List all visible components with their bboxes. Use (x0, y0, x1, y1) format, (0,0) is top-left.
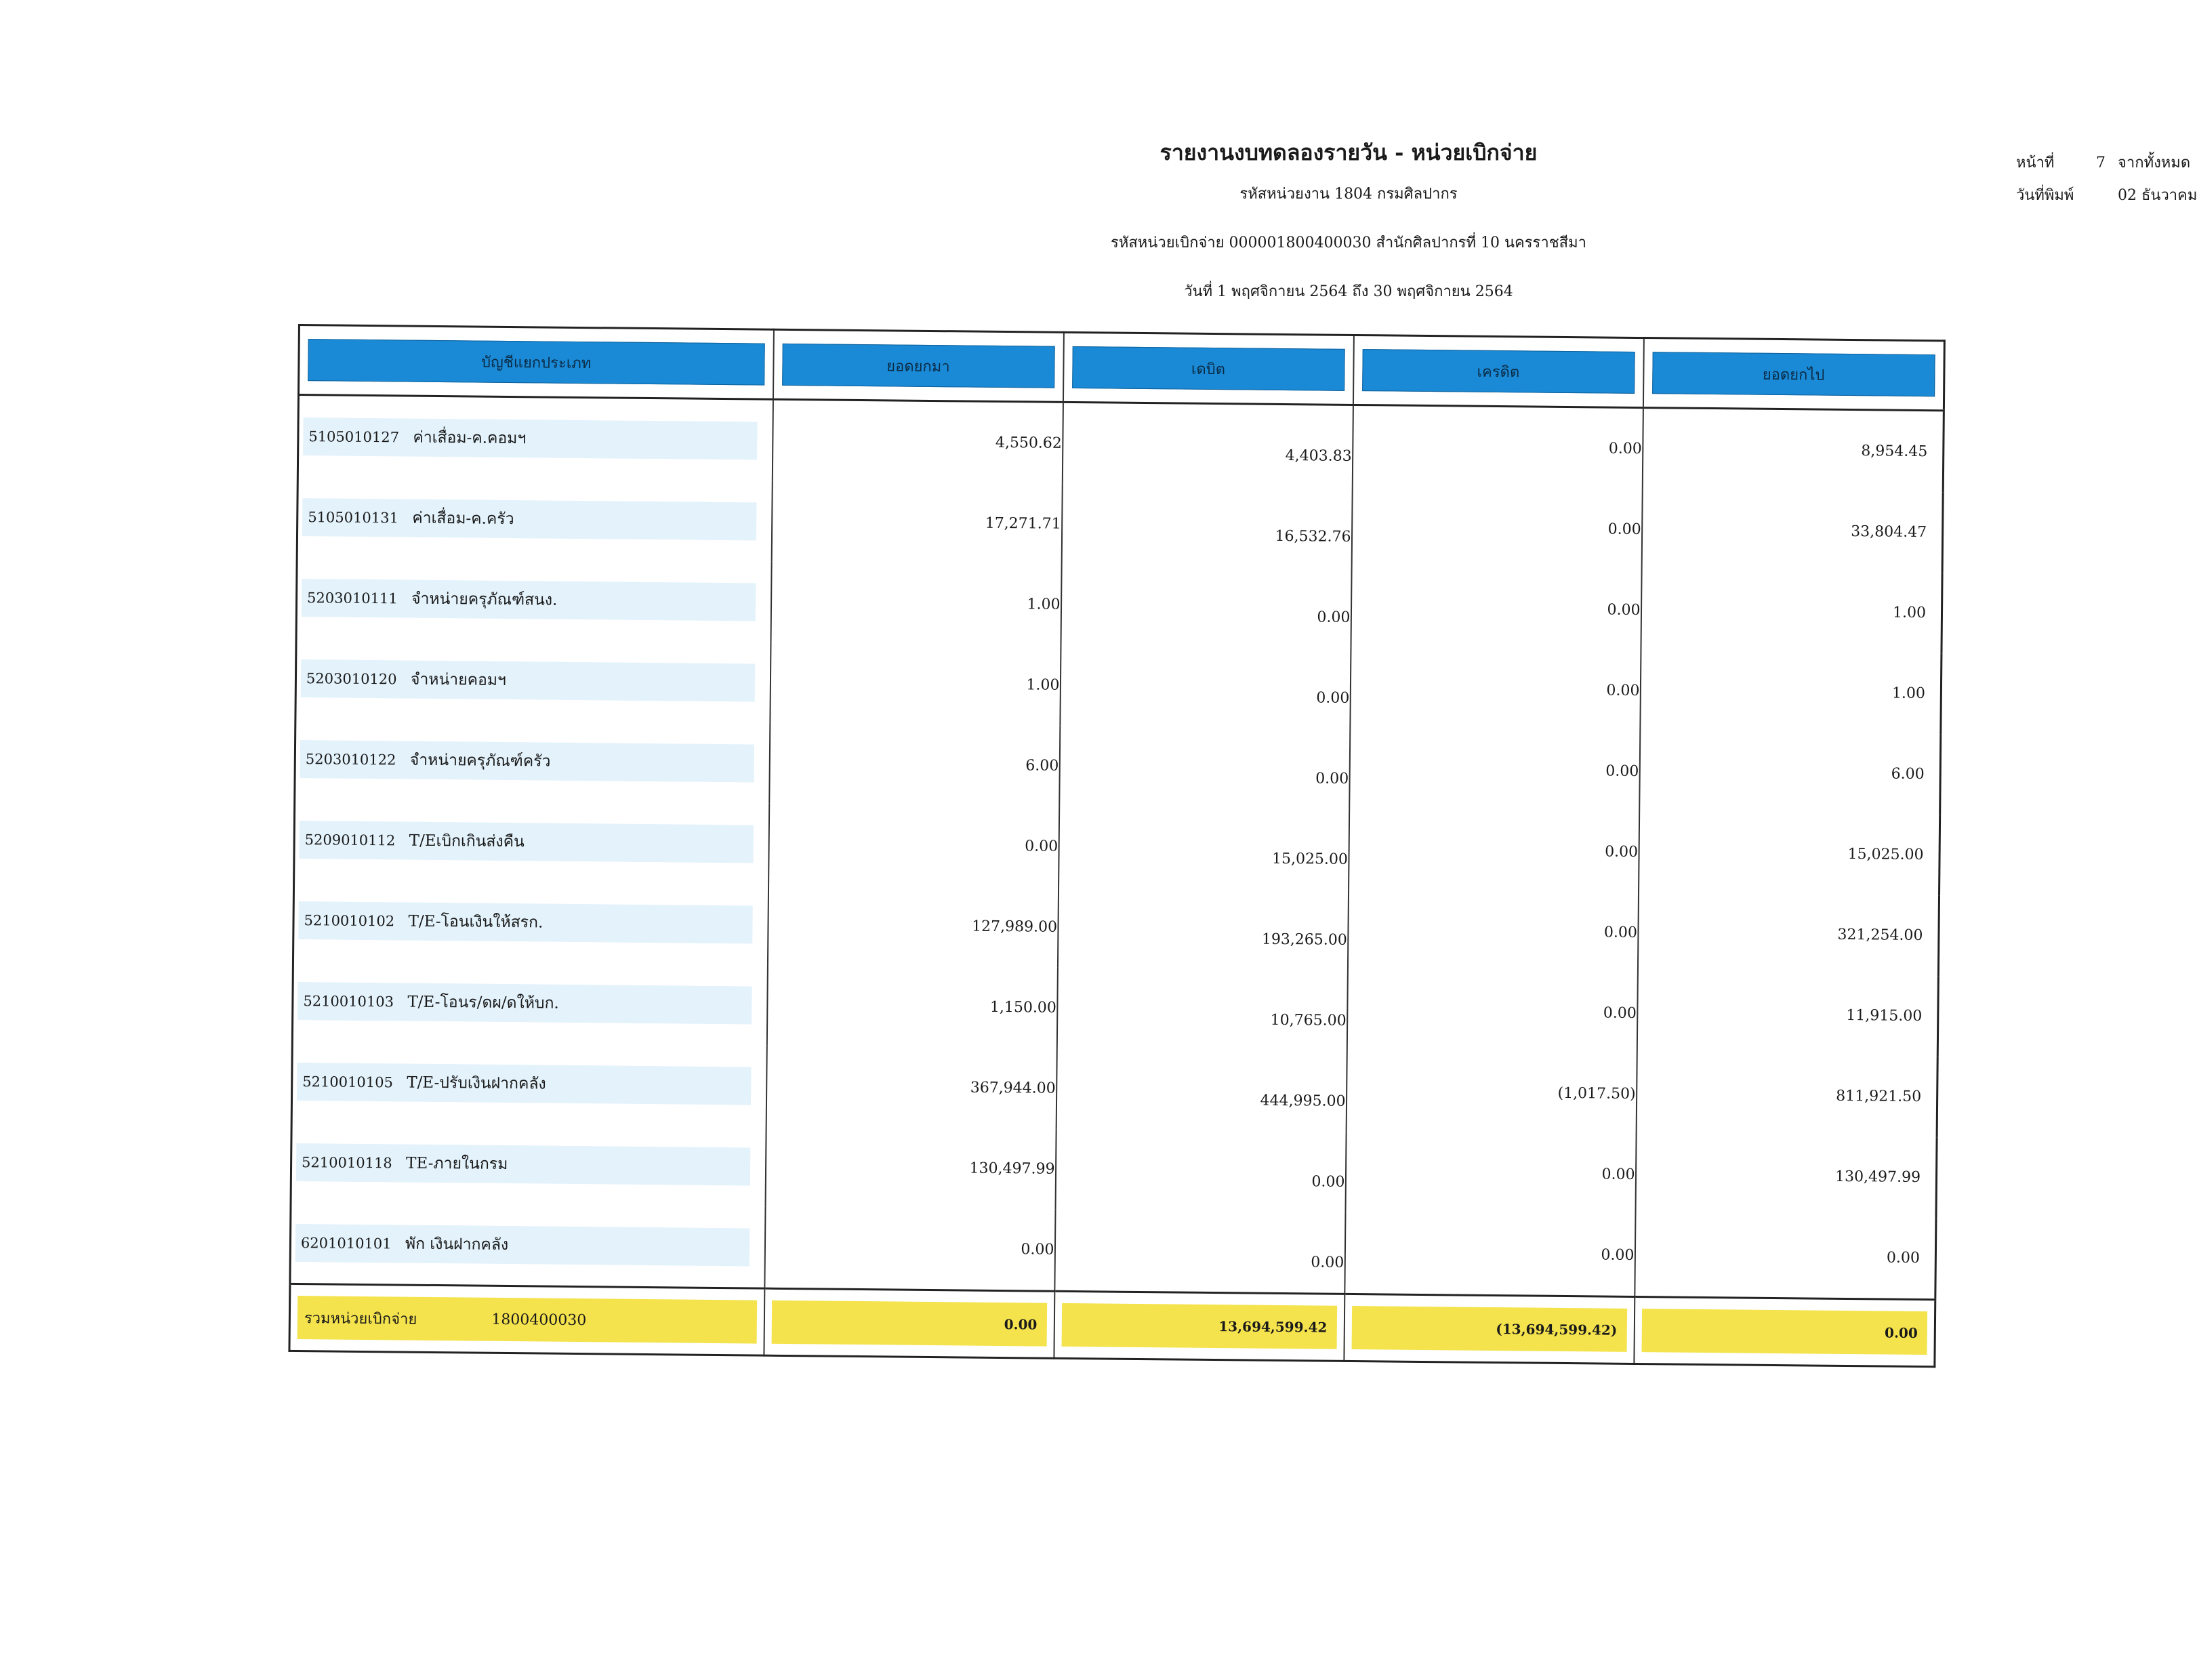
account-name: พัก เงินฝากคลัง (405, 1235, 509, 1254)
debit-cell: 4,403.83 (1062, 402, 1353, 487)
credit-cell: 0.00 (1345, 1132, 1636, 1215)
debit-cell: 15,025.00 (1059, 806, 1349, 890)
print-date-label: วันที่พิมพ์ (2016, 187, 2074, 204)
debit-cell: 444,995.00 (1056, 1048, 1347, 1132)
account-code: 5209010112 (304, 831, 396, 848)
account-code: 5105010127 (308, 428, 400, 445)
column-header: ยอดยกไป (1643, 338, 1944, 411)
brought-forward-cell: 1,150.00 (766, 965, 1057, 1048)
table-row (290, 1202, 1936, 1300)
total-carried-forward: 0.00 (1641, 1309, 1927, 1355)
brought-forward-cell: 127,989.00 (767, 884, 1058, 968)
page-of-label: จากทั้งหมด (2118, 155, 2191, 171)
table-row (291, 1122, 1937, 1218)
carried-forward-cell: 1.00 (1641, 570, 1942, 653)
account-name: ค่าเสื่อม-ค.คอมฯ (413, 428, 527, 447)
credit-cell: 0.00 (1350, 648, 1641, 731)
account-cell (302, 579, 756, 621)
credit-cell: 0.00 (1344, 1212, 1635, 1297)
account-cell (296, 1143, 750, 1185)
account-name: จำหน่ายครุภัณฑ์สนง. (411, 590, 558, 609)
account-cell (295, 1224, 750, 1266)
account-cell (303, 417, 757, 459)
print-date: 02 ธันวาคม (2118, 187, 2197, 204)
account-code: 5210010103 (303, 992, 394, 1010)
debit-cell: 0.00 (1054, 1210, 1345, 1294)
table-row (292, 960, 1938, 1057)
carried-forward-cell: 321,254.00 (1637, 893, 1939, 976)
debit-cell: 0.00 (1061, 565, 1351, 648)
column-header: เดบิต (1063, 332, 1353, 405)
agency-code: รหัสหน่วยงาน 1804 กรมศิลปากร (1239, 186, 1458, 203)
brought-forward-cell: 17,271.71 (771, 481, 1062, 565)
trial-balance-table (288, 324, 1945, 1368)
account-code: 6201010101 (300, 1234, 392, 1252)
trial-balance-table-wrap (291, 324, 1944, 1342)
brought-forward-cell: 1.00 (770, 642, 1061, 726)
debit-cell: 193,265.00 (1057, 887, 1348, 970)
account-name: T/E-ปรับเงินฝากคลัง (407, 1073, 546, 1093)
total-label: รวมหน่วยเบิกจ่าย (304, 1309, 417, 1328)
carried-forward-cell: 1.00 (1640, 651, 1942, 734)
carried-forward-cell: 8,954.45 (1642, 408, 1944, 493)
account-code: 5203010120 (306, 670, 397, 687)
account-name: T/E-โอนร/ดผ/ดให้บก. (407, 993, 559, 1012)
brought-forward-cell: 367,944.00 (766, 1046, 1056, 1129)
credit-cell: (1,017.50) (1346, 1051, 1637, 1134)
debit-cell: 10,765.00 (1056, 968, 1347, 1051)
total-debit: 13,694,599.42 (1061, 1303, 1337, 1349)
carried-forward-cell: 11,915.00 (1637, 973, 1938, 1057)
page-label: หน้าที่ (2016, 155, 2055, 171)
brought-forward-cell: 130,497.99 (765, 1126, 1056, 1210)
carried-forward-cell: 130,497.99 (1635, 1134, 1937, 1218)
account-name: ค่าเสื่อม-ค.ครัว (412, 509, 514, 528)
account-code: 5210010105 (302, 1073, 393, 1090)
page-info (2016, 150, 2190, 174)
brought-forward-cell: 0.00 (768, 804, 1059, 887)
table-row (296, 557, 1942, 653)
page-number: 7 (2096, 155, 2106, 171)
report-title: รายงานงบทดลองรายวัน - หน่วยเบิกจ่าย (1159, 140, 1538, 165)
total-credit: (13,694,599.42) (1351, 1306, 1627, 1352)
carried-forward-cell: 33,804.47 (1641, 489, 1943, 573)
table-row (291, 1041, 1937, 1137)
report-period: วันที่ 1 พฤศจิกายน 2564 ถึง 30 พฤศจิกายน 2564 (1184, 283, 1513, 300)
debit-cell: 0.00 (1060, 645, 1351, 729)
account-cell (297, 982, 752, 1024)
column-header: บัญชีแยกประเภท (298, 325, 773, 400)
credit-cell: 0.00 (1351, 487, 1642, 570)
table-row (295, 718, 1941, 815)
table-row (297, 476, 1943, 573)
credit-cell: 0.00 (1349, 729, 1640, 812)
disbursing-unit: รหัสหน่วยเบิกจ่าย 000001800400030 สำนักศิลปากรที่ 10 นครราชสีมา (1111, 234, 1586, 251)
account-name: TE-ภายในกรม (405, 1154, 508, 1173)
account-name: T/Eเบิกเกินส่งคืน (409, 832, 525, 851)
brought-forward-cell: 4,550.62 (772, 399, 1063, 484)
account-code: 5210010118 (302, 1153, 392, 1171)
credit-cell: 0.00 (1347, 970, 1637, 1054)
debit-cell: 0.00 (1055, 1129, 1346, 1212)
brought-forward-cell: 6.00 (769, 723, 1060, 806)
table-row (295, 638, 1942, 734)
total-label-cell (297, 1296, 757, 1344)
table-row (294, 799, 1940, 895)
total-code: 1800400030 (491, 1311, 587, 1329)
carried-forward-cell: 811,921.50 (1636, 1054, 1937, 1137)
account-code: 5210010102 (304, 911, 395, 929)
credit-cell: 0.00 (1351, 567, 1641, 651)
account-cell (297, 1063, 751, 1105)
account-name: จำหน่ายครุภัณฑ์ครัว (409, 751, 551, 771)
debit-cell: 16,532.76 (1061, 484, 1352, 567)
account-code: 5105010131 (308, 508, 398, 526)
credit-cell: 0.00 (1352, 405, 1643, 489)
carried-forward-cell: 6.00 (1639, 731, 1941, 815)
print-date-info (2016, 183, 2197, 207)
column-header: เครดิต (1353, 335, 1643, 407)
account-cell (302, 498, 756, 540)
account-name: T/E-โอนเงินให้สรก. (408, 912, 543, 932)
account-code: 5203010111 (307, 589, 398, 607)
account-cell (299, 821, 753, 863)
account-cell (300, 740, 754, 782)
account-cell (301, 659, 755, 701)
table-row (297, 395, 1944, 493)
account-name: จำหน่ายคอมฯ (410, 670, 507, 689)
total-brought-forward: 0.00 (771, 1300, 1047, 1347)
column-header: ยอดยกมา (773, 329, 1063, 402)
debit-cell: 0.00 (1059, 726, 1350, 809)
brought-forward-cell: 1.00 (771, 562, 1061, 645)
credit-cell: 0.00 (1349, 809, 1639, 893)
carried-forward-cell: 0.00 (1635, 1215, 1936, 1300)
account-code: 5203010122 (305, 750, 396, 768)
carried-forward-cell: 15,025.00 (1639, 812, 1940, 895)
brought-forward-cell: 0.00 (764, 1207, 1055, 1292)
credit-cell: 0.00 (1347, 890, 1638, 973)
account-cell (298, 901, 752, 943)
table-row (293, 880, 1939, 976)
